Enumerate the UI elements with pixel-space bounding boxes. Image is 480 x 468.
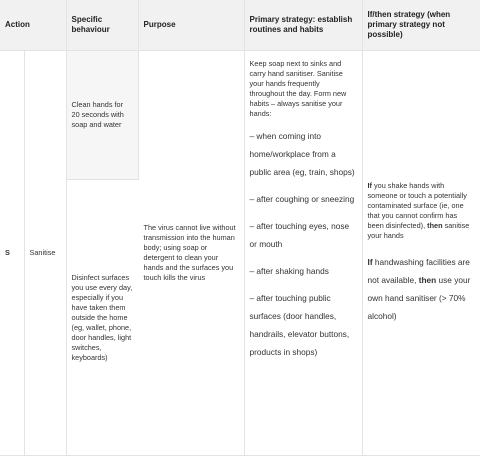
purpose-cell: The virus cannot live without transmission into the human body; using soap or detergent to clean your hands and the surfaces you touch kills the virus [138,51,244,456]
table-header-row [0,0,480,51]
if-keyword: If [367,257,373,267]
header-action: Action [0,0,66,51]
specific-behaviour-handwash: Clean hands for 20 seconds with soap and water [66,51,138,180]
header-specific-behaviour: Specific behaviour [66,0,138,51]
primary-intro: Keep soap next to sinks and carry hand sanitiser. Sanitise your hands frequently throughout the day. Form new habits – always sanitise your hands: [249,59,347,118]
ifthen-text: use your own hand sanitiser (> 70% alcohol) [367,275,471,321]
specific-behaviour-disinfect: Disinfect surfaces you use every day, especially if you have taken them outside the home (eg, wallet, phone, door handles, light switches, keyboards) [66,180,138,456]
ifthen-text: sanitise your hands [367,221,470,240]
primary-bullet: – after touching public surfaces (door handles, handrails, elevator buttons, products in shops) [249,293,350,357]
primary-bullet: – when coming into home/workplace from a public area (eg, train, shops) [249,131,355,177]
then-keyword: then [418,275,437,285]
ifthen-text: you shake hands with someone or touch a potentially contaminated surface (ie, one that you cannot confirm has been disinfected), [367,181,467,230]
ifthen-no-facilities [368,253,476,325]
if-keyword: If [367,181,372,190]
primary-bullet: – after coughing or sneezing [249,194,355,204]
table-row [0,51,480,180]
ifthen-strategy-cell [362,51,480,456]
header-purpose: Purpose [138,0,244,51]
primary-strategy-cell [244,51,362,456]
header-primary-strategy: Primary strategy: establish routines and habits [244,0,362,51]
primary-bullet: – after shaking hands [249,266,329,276]
action-letter: S [0,51,24,456]
then-keyword: then [427,221,443,230]
ifthen-text: handwashing facilities are not available, [367,257,470,285]
ifthen-handshake [368,181,476,241]
header-ifthen-strategy: If/then strategy (when primary strategy not possible) [362,0,480,51]
action-name: Sanitise [24,51,66,456]
primary-bullet: – after touching eyes, nose or mouth [249,221,350,249]
